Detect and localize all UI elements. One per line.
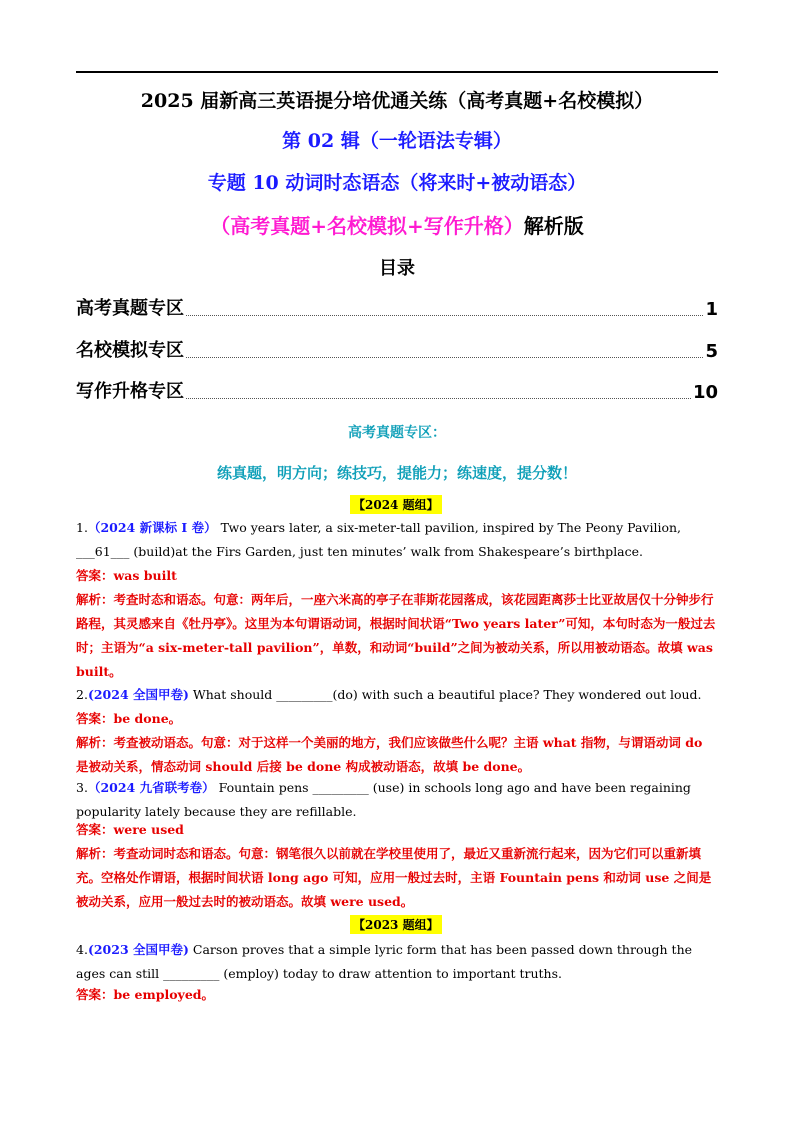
- question-3: [76, 776, 718, 824]
- question-source: (2024 全国甲卷): [87, 687, 189, 702]
- answer-3: 答案：were used: [76, 822, 184, 837]
- topic-title: 专题 10 动词时态语态（将来时+被动语态）: [207, 172, 587, 194]
- group-tag-2024: 【2024 题组】: [350, 495, 442, 514]
- question-text: What should _________(do) with such a beautiful place? They wondered out loud.: [192, 687, 702, 702]
- toc-entry-2[interactable]: [76, 336, 718, 362]
- toc-page: 1: [705, 299, 718, 320]
- question-text: Carson proves that a simple lyric form that has been passed down through the ages can still _________ (employ) today to draw attention to important truths.: [76, 942, 693, 981]
- question-number: 1.: [76, 520, 88, 535]
- question-source: （2024 九省联考卷）: [87, 780, 215, 795]
- toc-label: 名校模拟专区: [76, 340, 184, 361]
- document-title: 2025 届新高三英语提分培优通关练（高考真题+名校模拟）: [140, 90, 654, 112]
- subtitle: [0, 210, 794, 239]
- toc-entry-1[interactable]: [76, 294, 718, 320]
- analysis-1: 解析：考查时态和语态。句意：两年后，一座六米高的亭子在菲斯花园落成，该花园距离莎士比亚故居仅十分钟步行路程，其灵感来自《牡丹亭》。这里为本句谓语动词，根据时间状语“Two years later”可知，本句时态为一般过去时；主语为“a six-meter-tall pavilion”，单数，和动词“build”之间为被动关系，所以用被动语态。故填 was built。: [76, 592, 716, 679]
- answer-4: 答案：be employed。: [76, 987, 215, 1002]
- question-text: Two years later, a six-meter-tall pavilion, inspired by The Peony Pavilion,: [220, 520, 682, 535]
- analysis-2: 解析：考查被动语态。句意：对于这样一个美丽的地方，我们应该做些什么呢？主语 what 指物，与谓语动词 do 是被动关系，情态动词 should 后接 be done 构成被动语态，故填 be done。: [76, 735, 703, 774]
- header-rule: [76, 71, 718, 73]
- answer-2: 答案：be done。: [76, 711, 182, 726]
- toc-leader: [186, 397, 691, 399]
- subtitle-pink: （高考真题+名校模拟+写作升格）: [210, 214, 524, 238]
- toc-title: 目录: [379, 258, 415, 279]
- question-4: [76, 938, 718, 986]
- question-source: (2023 全国甲卷): [87, 942, 189, 957]
- analysis-3: 解析：考查动词时态和语态。句意：钢笔很久以前就在学校里使用了，最近又重新流行起来，因为它们可以重新填充。空格处作谓语，根据时间状语 long ago 可知，应用一般过去时，主语 Fountain pens 和动词 use 之间是被动关系，应用一般过去时的被动语态。故填 were used。: [76, 846, 712, 909]
- section-slogan: 练真题，明方向；练技巧，提能力；练速度，提分数！: [216, 464, 577, 482]
- toc-entry-3[interactable]: [76, 377, 718, 403]
- question-text: Fountain pens _________ (use) in schools long ago and have been regaining popularity lately because they are refillable.: [76, 780, 691, 819]
- question-1: [76, 516, 718, 564]
- toc-page: 5: [705, 341, 718, 362]
- subtitle-black: 解析版: [523, 214, 584, 238]
- question-number: 3.: [76, 780, 88, 795]
- answer-1: 答案：was built: [76, 568, 177, 583]
- section-title: 高考真题专区：: [348, 425, 446, 441]
- toc-label: 写作升格专区: [76, 381, 184, 402]
- question-number: 2.: [76, 687, 88, 702]
- toc-label: 高考真题专区: [76, 298, 184, 319]
- question-source: （2024 新课标 I 卷）: [87, 520, 217, 535]
- question-text: (build)at the Firs Garden, just ten minutes’ walk from Shakespeare’s birthplace.: [133, 544, 644, 559]
- group-tag-2023: 【2023 题组】: [350, 915, 442, 934]
- question-number: 4.: [76, 942, 88, 957]
- toc-leader: [186, 314, 703, 316]
- volume-title: 第 02 辑（一轮语法专辑）: [282, 130, 512, 152]
- answer-blank: ___61___: [76, 544, 130, 559]
- question-2: [76, 683, 718, 707]
- toc-page: 10: [692, 382, 718, 403]
- toc-leader: [186, 356, 703, 358]
